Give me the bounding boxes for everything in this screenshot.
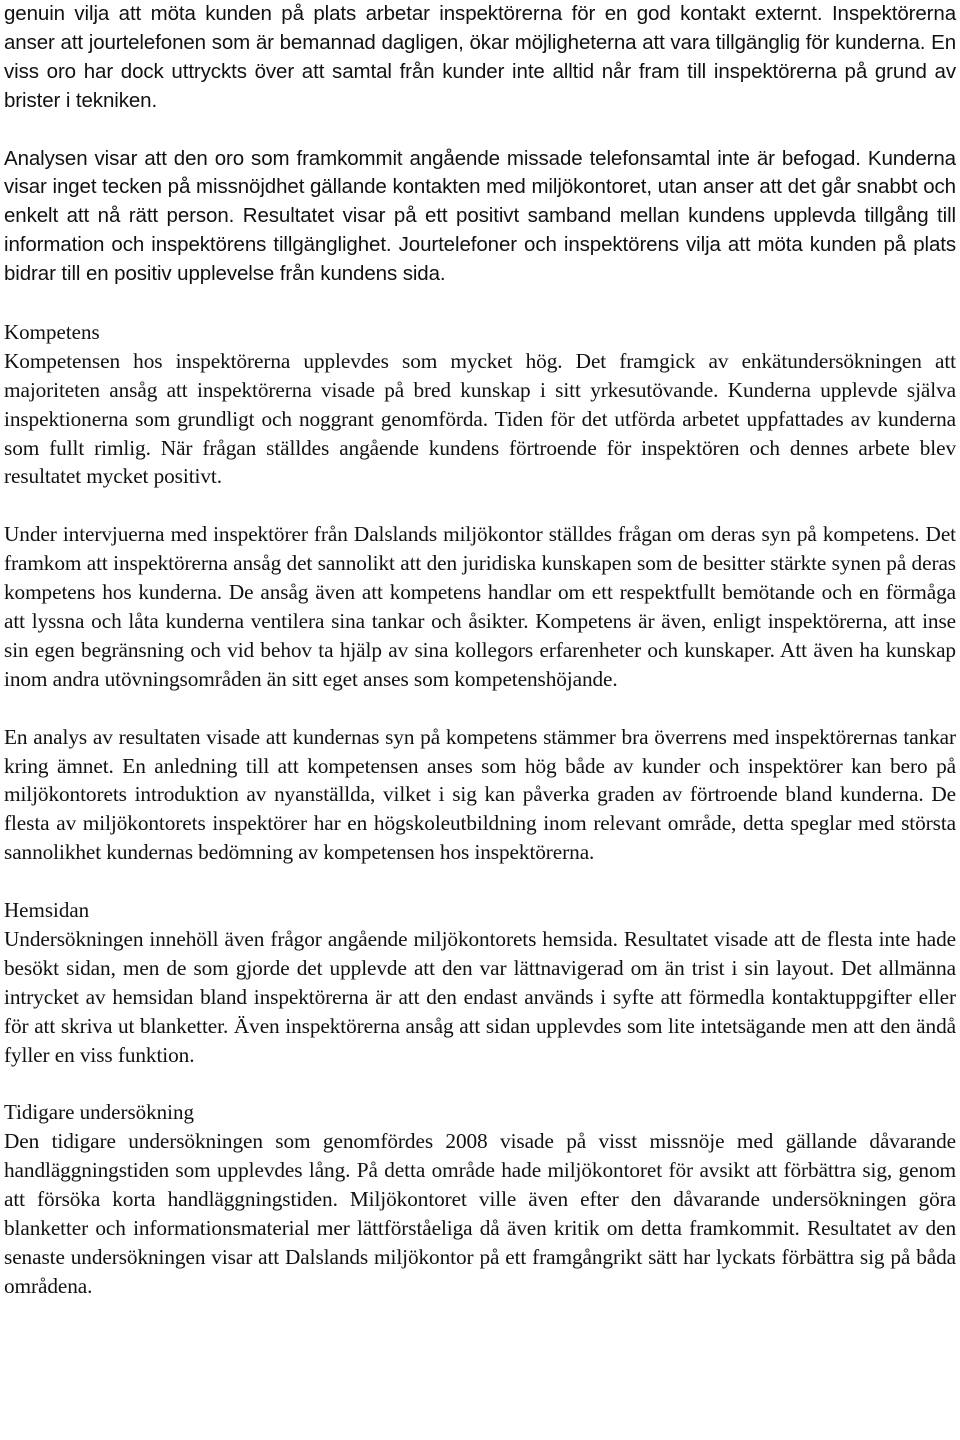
kompetens-paragraph-3: En analys av resultaten visade att kundernas syn på kompetens stämmer bra överrens med inspektörernas tankar kring ämnet. En anledning till att kompetensen anses som hög både av kunder och inspektörer kan bero på miljökontorets introduktion av nyanställda, vilket i sig kan påverka graden av förtroende bland kunderna. De flesta av miljökontorets inspektörer har en högskoleutbildning inom relevant område, detta speglar med största sannolikhet kundernas bedömning av kompetensen hos inspektörerna.	[4, 724, 956, 865]
section-heading-hemsidan: Hemsidan	[4, 898, 90, 923]
section-heading-kompetens: Kompetens	[4, 319, 100, 344]
document-page	[4, 0, 956, 1301]
paragraph-spacer	[4, 491, 956, 520]
tidigare-paragraph-1: Den tidigare undersökningen som genomfördes 2008 visade på visst missnöje med gällande dåvarande handläggningstiden som upplevdes lång. På detta område hade miljökontoret för avsikt att förbättra sig, genom att försöka korta handläggningstiden. Miljökontoret ville även efter den dåvarande undersökningen göra blanketter och informationsmaterial mer lättförståeliga då även kritik om detta framkommit. Resultatet av den senaste undersökningen visar att Dalslands miljökontor på ett framgångrikt sätt har lyckats förbättra sig på båda områdena.	[4, 1129, 956, 1298]
kompetens-paragraph-2: Under intervjuerna med inspektörer från Dalslands miljökontor ställdes frågan om deras syn på kompetens. Det framkom att inspektörerna ansåg det sannolikt att den juridiska kunskapen som de besitter stärkte synen på deras kompetens hos kunderna. De ansåg även att kompetens handlar om ett respektfullt bemötande och en förmåga att lyssna och låta kunderna ventilera sina tankar och åsikter. Kompetens är även, enligt inspektörerna, att inse sin egen begränsning och vid behov ta hjälp av sina kollegors erfarenheter och kunskaper. Att även ha kunskap inom andra utövningsområden än sitt eget anses som kompetenshöjande.	[4, 522, 956, 691]
paragraph-spacer	[4, 116, 956, 145]
paragraph-spacer	[4, 694, 956, 723]
paragraph-spacer	[4, 289, 956, 318]
paragraph-spacer	[4, 867, 956, 896]
section-heading-tidigare-undersokning: Tidigare undersökning	[4, 1100, 194, 1125]
intro-paragraph-2: Analysen visar att den oro som framkommit angående missade telefonsamtal inte är befogad. Kunderna visar inget tecken på missnöjdhet gällande kontakten med miljökontoret, utan anser att det går snabbt och enkelt att nå rätt person. Resultatet visar på ett positivt samband mellan kundens upplevda tillgång till information och inspektörens tillgänglighet. Jourtelefoner och inspektörens vilja att möta kunden på plats bidrar till en positiv upplevelse från kundens sida.	[4, 146, 956, 286]
paragraph-spacer	[4, 1069, 956, 1098]
hemsidan-paragraph-1: Undersökningen innehöll även frågor angående miljökontorets hemsida. Resultatet visade att de flesta inte hade besökt sidan, men de som gjorde det upplevde att den var lättnavigerad om än trist i sin layout. Det allmänna intrycket av hemsidan bland inspektörerna är att den endast används i syfte att förmedla kontaktuppgifter eller för att skriva ut blanketter. Även inspektörerna ansåg att sidan upplevdes som lite intetsägande men att den ändå fyller en viss funktion.	[4, 926, 956, 1067]
intro-paragraph-1: genuin vilja att möta kunden på plats arbetar inspektörerna för en god kontakt externt. Inspektörerna anser att jourtelefonen som är bemannad dagligen, ökar möjligheterna att vara tillgänglig för kunderna. En viss oro har dock uttryckts över att samtal från kunder inte alltid når fram till inspektörerna på grund av brister i tekniken.	[4, 2, 956, 112]
kompetens-paragraph-1: Kompetensen hos inspektörerna upplevdes som mycket hög. Det framgick av enkätundersökningen att majoriteten ansåg att inspektörerna visade på bred kunskap i sitt yrkesutövande. Kunderna upplevde själva inspektionerna som grundligt och noggrant genomförda. Tiden för det utförda arbetet uppfattades av kunderna som fullt rimlig. När frågan ställdes angående kundens förtroende för inspektören och dennes arbete blev resultatet mycket positivt.	[4, 348, 956, 489]
